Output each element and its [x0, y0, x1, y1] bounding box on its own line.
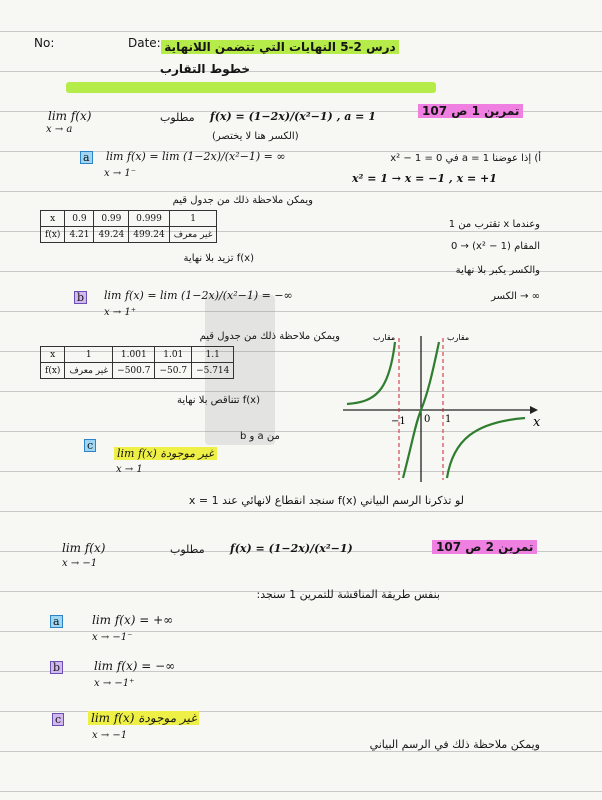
- table-b-fx-cell: −50.7: [155, 363, 192, 379]
- ex1-part-a-sub: x → 1⁻: [104, 168, 137, 179]
- table-b-x-cell: 1.001: [113, 347, 155, 363]
- table-b-fx-cell: −500.7: [113, 363, 155, 379]
- tick-neg1: −1: [391, 416, 406, 427]
- ex1-part-a-expr: lim f(x) = lim (1−2x)/(x²−1) = ∞: [106, 150, 286, 163]
- table-a-x-cell: 1: [169, 211, 217, 227]
- ex2-part-b-sub: x → −1⁺: [94, 678, 135, 689]
- no-label: No:: [34, 36, 55, 50]
- ex1-given-limit: lim f(x): [48, 109, 92, 123]
- table-a-fx-cell: 49.24: [94, 227, 129, 243]
- asymptote-right-label: مقارب: [447, 333, 470, 342]
- lesson-subtitle: خطوط التقارب: [159, 62, 251, 76]
- table-b-x-cell: 1: [65, 347, 113, 363]
- ex1-part-c-expr: lim f(x) غير موجودة: [114, 448, 217, 460]
- table-a-fx-cell: 499.24: [129, 227, 170, 243]
- ex1-part-b-expr: lim f(x) = lim (1−2x)/(x²−1) = −∞: [104, 289, 293, 302]
- ex2-part-b-expr: lim f(x) = −∞: [94, 659, 176, 673]
- table-a-x-cell: 0.9: [65, 211, 94, 227]
- table-b-x-cell: 1.01: [155, 347, 192, 363]
- ex1-required: مطلوب: [160, 111, 195, 124]
- table-a-fx-cell: 4.21: [65, 227, 94, 243]
- ex2-part-a-label: a: [50, 614, 63, 628]
- ex1-table-b: [40, 346, 234, 379]
- ex1-function: f(x) = (1−2x)/(x²−1) , a = 1: [210, 110, 376, 123]
- ex1-part-c-note: من a و b: [240, 431, 280, 442]
- exercise1-label: تمرين 1 ص 107: [418, 104, 523, 118]
- ex1-reasoning-2: وعندما x تقترب من 1: [448, 219, 540, 230]
- x-axis-arrow: [530, 406, 538, 414]
- ex1-conclusion: لو تذكرنا الرسم البياني f(x) سنجد انقطاع لانهائي عند x = 1: [188, 494, 464, 507]
- rational-function-graph: [335, 330, 550, 485]
- lesson-title: درس 2-5 النهايات التي تتضمن اللانهاية: [135, 40, 425, 54]
- subtitle-highlight: [66, 82, 436, 93]
- table-b-fx-cell: −5.714: [192, 363, 234, 379]
- ex2-part-b-label: b: [50, 660, 63, 674]
- table-a-fx-cell: غير معرف: [169, 227, 217, 243]
- ex1-reasoning-5: ∞ → الكسر: [491, 291, 540, 302]
- date-label: Date:: [128, 36, 161, 50]
- curve-left-branch: [347, 342, 395, 404]
- table-a-fx-label: f(x): [41, 227, 65, 243]
- tick-1: 1: [445, 414, 452, 425]
- ex1-reasoning-3: المقام (x² − 1) → 0: [450, 241, 540, 252]
- exercise2-label: تمرين 2 ص 107: [432, 540, 537, 554]
- table-b-x-label: x: [41, 347, 65, 363]
- ex2-part-c-note: ويمكن ملاحظة ذلك في الرسم البياني: [369, 738, 540, 751]
- table-a-x-cell: 0.99: [94, 211, 129, 227]
- table-b-x-cell: 1.1: [192, 347, 234, 363]
- table-b-fx-label: f(x): [41, 363, 65, 379]
- tick-0: 0: [424, 414, 431, 425]
- ex1-given-limit-sub: x → a: [46, 124, 73, 135]
- ex2-part-a-sub: x → −1⁻: [92, 632, 133, 643]
- table-a-x-label: x: [41, 211, 65, 227]
- ex2-method-note: بنفس طريقة المناقشة للتمرين 1 سنجد:: [256, 588, 440, 601]
- ex1-part-a-label: a: [80, 150, 93, 164]
- ex1-note: (الكسر هنا لا يختصر): [212, 131, 299, 142]
- ex2-required: مطلوب: [170, 543, 205, 556]
- table-a-x-cell: 0.999: [129, 211, 170, 227]
- curve-right-branch: [447, 418, 525, 478]
- ex2-part-a-expr: lim f(x) = +∞: [92, 613, 174, 627]
- ex2-function: f(x) = (1−2x)/(x²−1): [230, 542, 353, 555]
- ex2-part-c-label: c: [52, 712, 64, 726]
- ex1-reasoning-4: والكسر يكبر بلا نهاية: [455, 265, 540, 276]
- table-b-fx-cell: غير معرف: [65, 363, 113, 379]
- ex1-table-a: [40, 210, 217, 243]
- ex1-reasoning-0: أ) إذا عوضنا a = 1 في x² − 1 = 0: [390, 153, 541, 164]
- ex1-part-a-table-note: ويمكن ملاحظة ذلك من جدول قيم: [172, 195, 313, 206]
- x-axis-label: x: [533, 415, 541, 430]
- ex1-part-c-label: c: [84, 438, 96, 452]
- ex1-table-b-trend: f(x) تتناقص بلا نهاية: [176, 395, 260, 406]
- ex1-part-b-table-note: ويمكن ملاحظة ذلك من جدول قيم: [199, 331, 340, 342]
- ex2-part-c-sub: x → −1: [92, 730, 128, 741]
- ex2-part-c-expr: lim f(x) غير موجودة: [88, 712, 199, 724]
- ex1-table-a-trend: f(x) تزيد بلا نهاية: [183, 253, 254, 264]
- ex1-part-b-sub: x → 1⁺: [104, 307, 137, 318]
- ex1-part-b-label: b: [74, 290, 87, 304]
- asymptote-left-label: مقارب: [373, 333, 396, 342]
- ex1-part-c-sub: x → 1: [116, 464, 143, 475]
- ex2-given-limit-sub: x → −1: [62, 558, 98, 569]
- ex1-reasoning-1: x² = 1 → x = −1 , x = +1: [352, 172, 497, 185]
- ex2-given-limit: lim f(x): [62, 541, 106, 555]
